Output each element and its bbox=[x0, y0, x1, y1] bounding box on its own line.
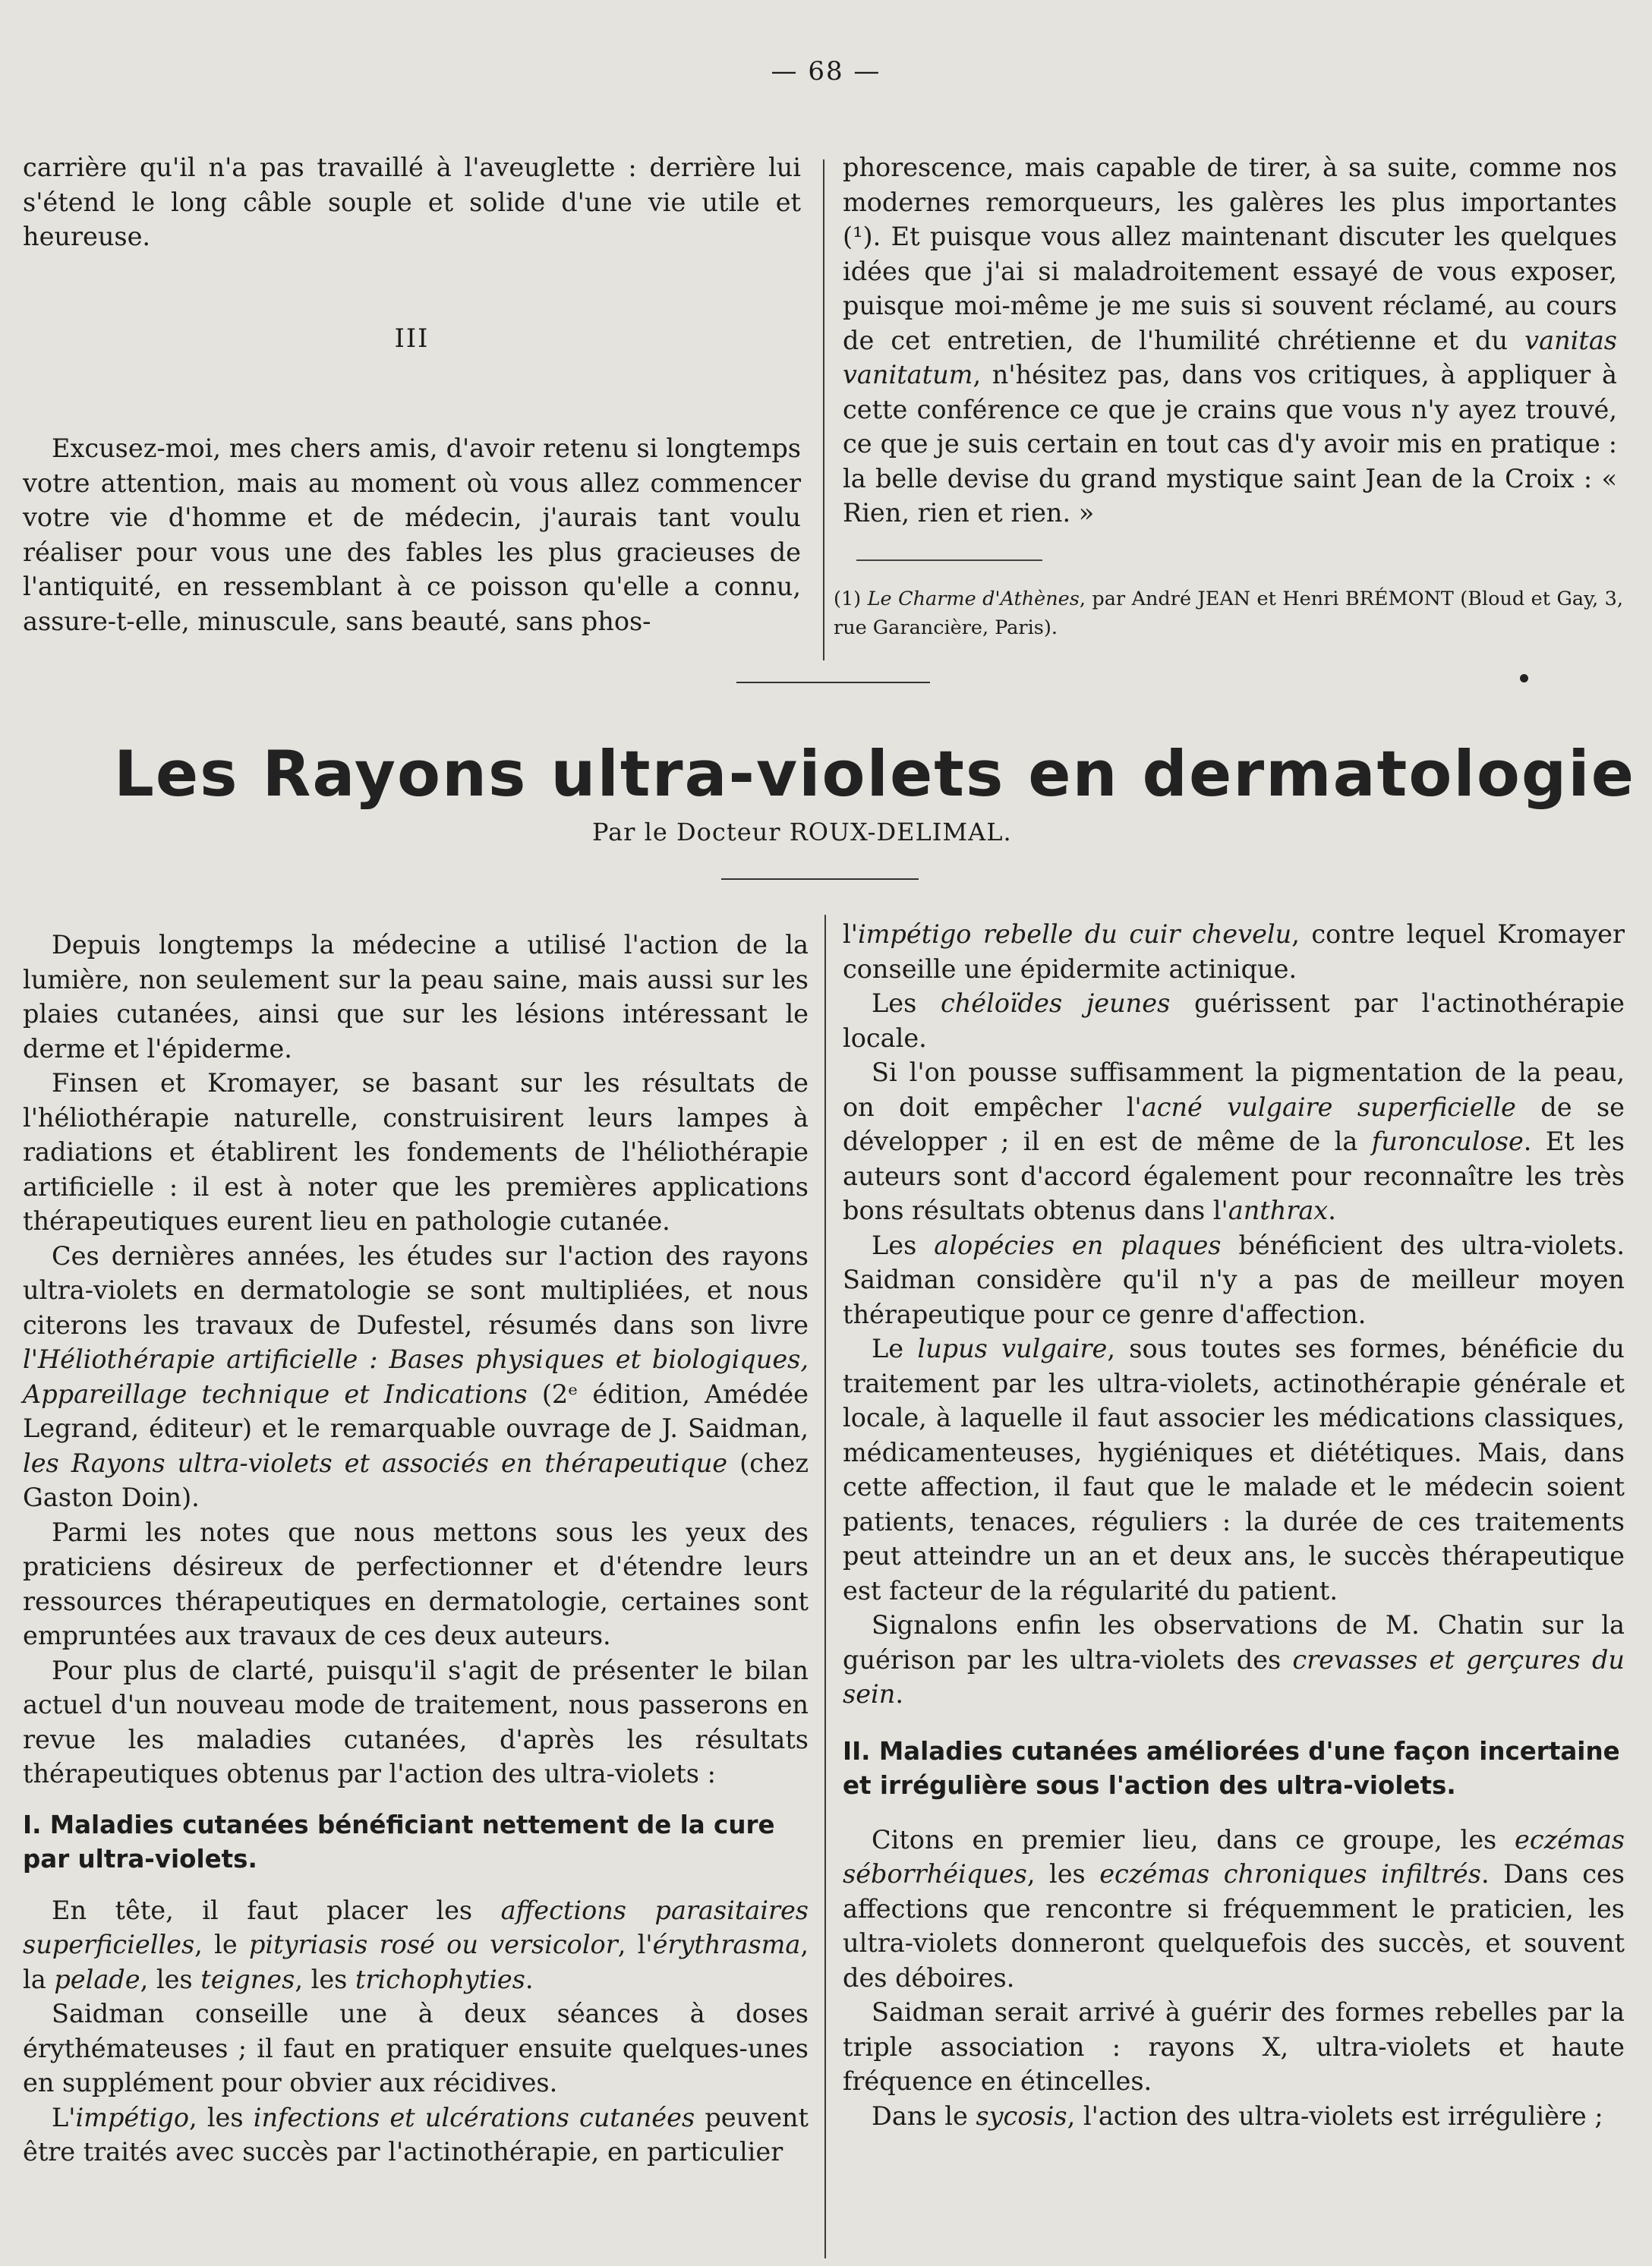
ink-dot bbox=[1520, 674, 1528, 682]
subsection-heading: II. Maladies cutanées améliorées d'une façon incertaine et irrégulière sous l'action des ultra-violets. bbox=[843, 1736, 1620, 1800]
subsection-heading: I. Maladies cutanées bénéficiant nettement de la cure par ultra-violets. bbox=[23, 1810, 775, 1874]
article-left-column bbox=[23, 928, 809, 2170]
paragraph: Saidman conseille une à deux séances à doses érythémateuses ; il faut en pratiquer ensuite quelques-unes en supplément pour obvier aux récidives. bbox=[23, 1999, 809, 2097]
paragraph: Le lupus vulgaire, sous toutes ses formes, bénéficie du traitement par les ultra-violets, actinothérapie générale et locale, à laquelle il faut associer les médications classiques, médicamenteuses, hygiéniques et diététiques. Mais, dans cette affection, il faut que le malade et le médecin soient patients, tenaces, réguliers : la durée de ces traitements peut atteindre un an et deux ans, le succès thérapeutique est facteur de la régularité du patient. bbox=[843, 1334, 1625, 1606]
paragraph: Citons en premier lieu, dans ce groupe, les eczémas séborrhéiques, les eczémas chroniques infiltrés. Dans ces affections que rencontre si fréquemment le praticien, les ultra-violets donneront quelquefois des succès, et souvent des déboires. bbox=[843, 1824, 1625, 1993]
article-byline: Par le Docteur ROUX-DELIMAL. bbox=[592, 818, 1012, 846]
paragraph: En tête, il faut placer les affections parasitaires superficielles, le pityriasis rosé ou versicolor, l'érythrasma, la pelade, les teignes, les trichophyties. bbox=[23, 1895, 809, 1994]
paragraph: Finsen et Kromayer, se basant sur les résultats de l'héliothérapie naturelle, construisirent leurs lampes à radiations et établirent les fondements de l'héliothérapie artificielle : il est à noter que les premières applications thérapeutiques eurent lieu en pathologie cutanée. bbox=[23, 1068, 809, 1236]
paragraph: Parmi les notes que nous mettons sous les yeux des praticiens désireux de perfectionner et d'étendre leurs ressources thérapeutiques en dermatologie, certaines sont empruntées aux travaux de ces deux auteurs. bbox=[23, 1517, 809, 1650]
separator-rule bbox=[736, 682, 930, 683]
paragraph: Si l'on pousse suffisamment la pigmentation de la peau, on doit empêcher l'acné vulgaire superficielle de se développer ; il en est de même de la furonculose. Et les auteurs sont d'accord également pour reconnaître les très bons résultats obtenus dans l'anthrax. bbox=[843, 1057, 1625, 1225]
article-title: Les Rayons ultra-violets en dermatologie bbox=[114, 737, 1635, 811]
paragraph: Depuis longtemps la médecine a utilisé l'action de la lumière, non seulement sur la peau saine, mais aussi sur les plaies cutanées, ainsi que sur les lésions intéressant le derme et l'épiderme. bbox=[23, 930, 809, 1064]
byline-rule bbox=[721, 878, 919, 880]
paragraph: phorescence, mais capable de tirer, à sa suite, comme nos modernes remorqueurs, les galères les plus importantes (¹). Et puisque vous allez maintenant discuter les quelques idées que j'ai si maladroitement essayé de vous exposer, puisque moi-même je me suis si souvent réclamé, au cours de cet entretien, de l'humilité chrétienne et du vanitas vanitatum, n'hésitez pas, dans vos critiques, à appliquer à cette conférence ce que je crains que vous n'y ayez trouvé, ce que je suis certain en tout cas d'y avoir mis en pratique : la belle devise du grand mystique saint Jean de la Croix : « Rien, rien et rien. » bbox=[843, 153, 1617, 528]
paragraph: Les alopécies en plaques bénéficient des ultra-violets. Saidman considère qu'il n'y a pas de meilleur moyen thérapeutique pour ce genre d'affection. bbox=[843, 1230, 1625, 1329]
top-left-column bbox=[23, 150, 801, 638]
paragraph: Pour plus de clarté, puisqu'il s'agit de présenter le bilan actuel d'un nouveau mode de traitement, nous passerons en revue les maladies cutanées, d'après les résultats thérapeutiques obtenus par l'action des ultra-violets : bbox=[23, 1655, 809, 1789]
section-heading: III bbox=[394, 323, 430, 353]
footnote-rule bbox=[856, 559, 1042, 561]
paragraph: Saidman serait arrivé à guérir des formes rebelles par la triple association : rayons X, ultra-violets et haute fréquence en étincelles. bbox=[843, 1997, 1625, 2096]
paragraph: Dans le sycosis, l'action des ultra-violets est irrégulière ; bbox=[872, 2101, 1603, 2131]
paragraph: L'impétigo, les infections et ulcérations cutanées peuvent être traités avec succès par l'actinothérapie, en particulier bbox=[23, 2102, 809, 2167]
page-number: — 68 — bbox=[771, 56, 881, 87]
paragraph: Signalons enfin les observations de M. Chatin sur la guérison par les ultra-violets des crevasses et gerçures du sein. bbox=[843, 1610, 1625, 1709]
paragraph: Ces dernières années, les études sur l'action des rayons ultra-violets en dermatologie se sont multipliées, et nous citerons les travaux de Dufestel, résumés dans son livre l'Héliothérapie artificielle : Bases physiques et biologiques, Appareillage technique et Indications (2ᵉ édition, Amédée Legrand, éditeur) et le remarquable ouvrage de J. Saidman, les Rayons ultra-violets et associés en thérapeutique (chez Gaston Doin). bbox=[23, 1240, 809, 1512]
paragraph: l'impétigo rebelle du cuir chevelu, contre lequel Kromayer conseille une épidermite actinique. bbox=[843, 919, 1625, 984]
paragraph: Excusez-moi, mes chers amis, d'avoir retenu si longtemps votre attention, mais au moment où vous allez commencer votre vie d'homme et de médecin, j'aurais tant voulu réaliser pour vous une des fables les plus gracieuses de l'antiquité, en ressemblant à ce poisson qu'elle a connu, assure-t-elle, minuscule, sans beauté, sans phos- bbox=[23, 433, 801, 636]
paragraph: Les chéloïdes jeunes guérissent par l'actinothérapie locale. bbox=[843, 988, 1625, 1053]
column-divider bbox=[824, 915, 826, 2258]
article-right-column bbox=[843, 917, 1625, 2133]
footnote: (1) Le Charme d'Athènes, par André JEAN et Henri BRÉMONT (Bloud et Gay, 3, rue Garancière, Paris). bbox=[834, 588, 1623, 639]
column-divider bbox=[823, 159, 824, 660]
paragraph: carrière qu'il n'a pas travaillé à l'aveuglette : derrière lui s'étend le long câble souple et solide d'une vie utile et heureuse. bbox=[23, 153, 801, 251]
top-right-column bbox=[843, 150, 1617, 531]
